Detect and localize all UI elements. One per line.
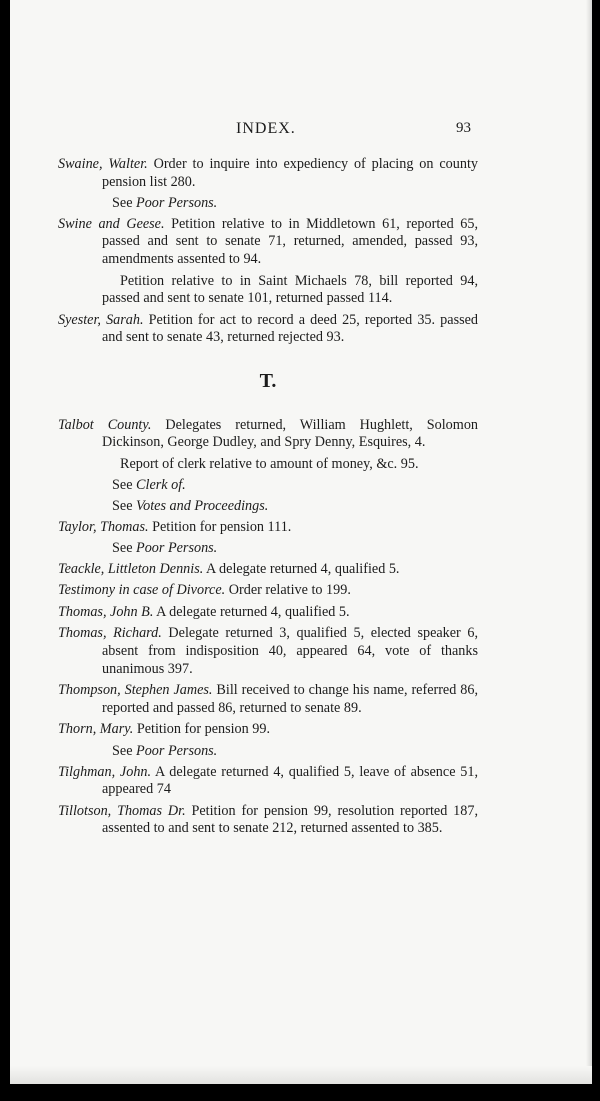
entry-subparagraph: Report of clerk relative to amount of money, &c. 95.	[120, 455, 419, 472]
entry-text: Petition for pension 99, resolution reported 187, assented to and sent to senate 212, returned assented to 385.	[102, 802, 478, 837]
entry-text: Order to inquire into expediency of placing on county pension list 280.	[102, 156, 478, 190]
entry-text: Petition relative to in Middletown 61, reported 65, passed and sent to senate 71, returned, amended, passed 93, amendments assented to 94.	[102, 215, 478, 267]
index-entry-teackle-littleton-dennis	[58, 561, 478, 579]
see-target: Votes and Proceedings.	[136, 497, 269, 514]
entry-text: Petition for act to record a deed 25, reported 35. passed and sent to senate 43, returned rejected 93.	[102, 311, 479, 346]
entry-text: Delegate returned 3, qualified 5, elected speaker 6, absent from indisposition 40, appeared 64, vote of thanks unanimous 397.	[102, 625, 479, 677]
see-label: See	[112, 743, 133, 760]
index-entry-thorn-mary	[58, 721, 478, 739]
running-title: INDEX.	[236, 120, 296, 137]
page-edge	[586, 0, 592, 1084]
see-target: Poor Persons.	[136, 195, 218, 212]
see-target: Clerk of.	[136, 477, 186, 494]
entry-head: Thomas, John B.	[58, 603, 154, 620]
entry-head: Thompson, Stephen James.	[58, 682, 213, 699]
see-reference	[58, 477, 478, 495]
entry-head: Testimony in case of Divorce.	[58, 582, 226, 599]
index-entry-talbot-county	[58, 417, 478, 452]
entry-head: Talbot County.	[58, 416, 152, 433]
index-entry-syester-sarah	[58, 312, 478, 347]
index-entry-swaine-walter	[58, 156, 478, 191]
see-reference	[58, 498, 478, 516]
section-letter: T.	[259, 369, 277, 392]
see-label: See	[112, 540, 133, 557]
entry-head: Taylor, Thomas.	[58, 518, 149, 535]
see-reference	[58, 195, 478, 213]
entry-text: Petition for pension 99.	[133, 721, 271, 738]
index-entry-swine-and-geese	[58, 216, 478, 269]
index-entry-taylor-thomas	[58, 519, 478, 537]
see-target: Poor Persons.	[136, 743, 218, 760]
index-entry-tilghman-john	[58, 764, 478, 799]
entry-text: A delegate returned 4, qualified 5.	[203, 560, 400, 577]
see-label: See	[112, 497, 133, 514]
entry-text: Order relative to 199.	[225, 582, 351, 599]
see-reference	[58, 540, 478, 558]
entry-text: A delegate returned 4, qualified 5.	[153, 603, 350, 620]
page-bottom-edge	[10, 1066, 592, 1084]
entry-head: Syester, Sarah.	[58, 311, 144, 328]
index-entry-tillotson-thomas	[58, 803, 478, 838]
page-header	[10, 120, 592, 144]
index-entry-thomas-richard	[58, 625, 478, 678]
index-content	[58, 156, 478, 842]
entry-text: Delegates returned, William Hughlett, Solomon Dickinson, George Dudley, and Spry Denny, Esquires, 4.	[102, 416, 479, 451]
see-reference	[58, 743, 478, 761]
entry-text: Petition for pension 111.	[148, 518, 292, 535]
entry-text: A delegate returned 4, qualified 5, leave of absence 51, appeared 74	[102, 763, 478, 798]
index-entry-thompson-stephen-james	[58, 682, 478, 717]
see-label: See	[112, 195, 133, 212]
entry-head: Thomas, Richard.	[58, 625, 162, 642]
entry-text: Bill received to change his name, referred 86, reported and passed 86, returned to senate 89.	[102, 682, 479, 716]
entry-subparagraph: Petition relative to in Saint Michaels 78, bill reported 94, passed and sent to senate 101, returned passed 114.	[102, 272, 478, 307]
book-page	[10, 0, 592, 1084]
entry-head: Teackle, Littleton Dennis.	[58, 560, 204, 577]
entry-head: Swine and Geese.	[58, 215, 165, 232]
entry-head: Swaine, Walter.	[58, 156, 148, 172]
see-target: Poor Persons.	[136, 540, 218, 557]
index-entry-testimony-divorce	[58, 582, 478, 600]
page-number: 93	[456, 120, 471, 136]
entry-head: Thorn, Mary.	[58, 721, 134, 738]
entry-head: Tilghman, John.	[58, 763, 152, 780]
entry-head: Tillotson, Thomas Dr.	[58, 802, 186, 819]
see-label: See	[112, 477, 133, 494]
index-entry-thomas-john-b	[58, 604, 478, 622]
